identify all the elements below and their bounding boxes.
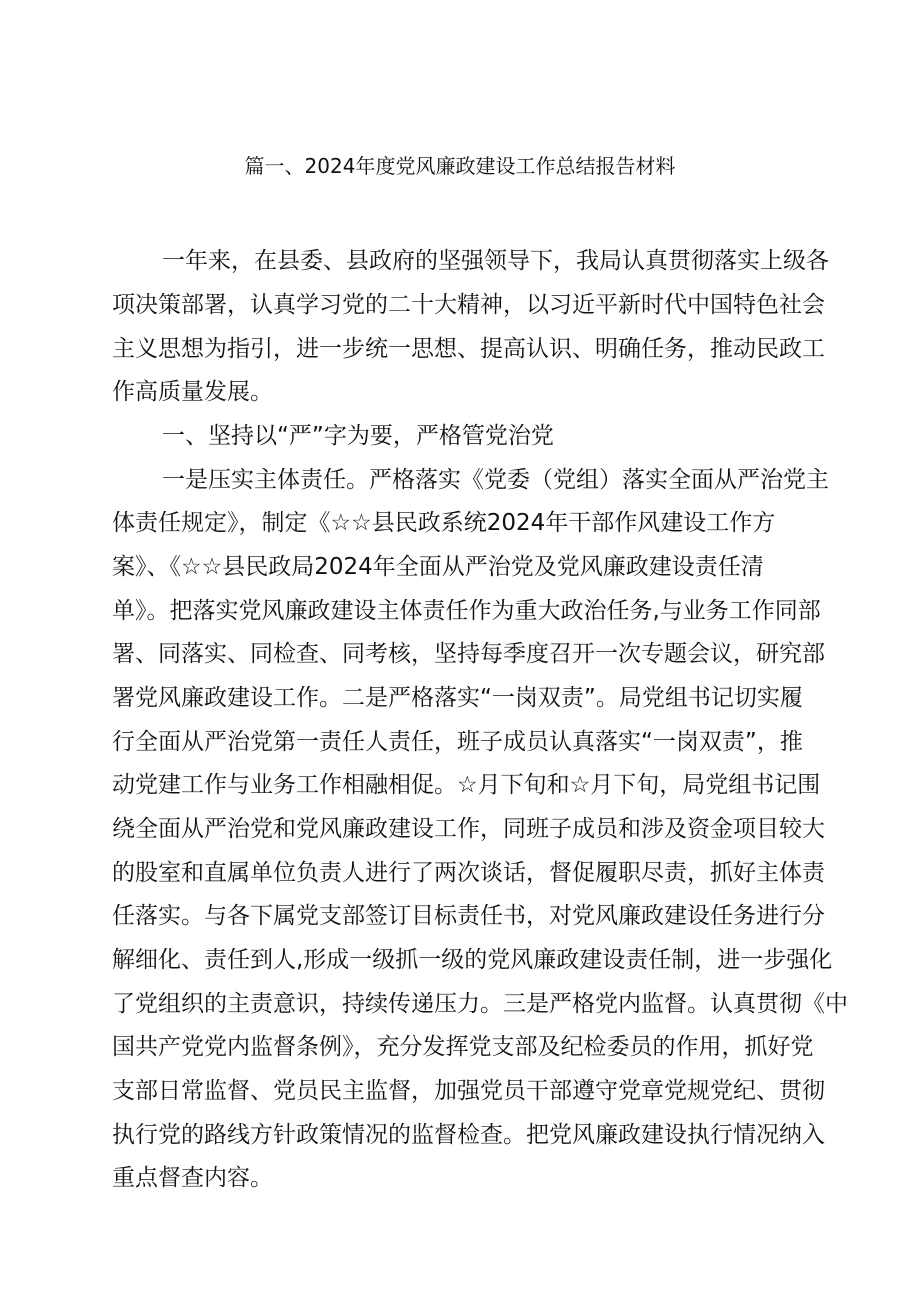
body-line: 一是压实主体责任。严格落实《党委（党组）落实全面从严治党主 (162, 467, 829, 493)
body-line: 署党风廉政建设工作。二是严格落实“一岗双责”。局党组书记切实履 (112, 685, 803, 711)
body-line: 主义思想为指引，进一步统一思想、提高认识、明确任务，推动民政工 (112, 336, 825, 362)
body-line: 国共产党党内监督条例》，充分发挥党支部及纪检委员的作用，抓好党 (112, 1034, 814, 1060)
body-line: 执行党的路线方针政策情况的监督检查。把党风廉政建设执行情况纳入 (112, 1122, 825, 1148)
body-line: 动党建工作与业务工作相融相促。☆月下旬和☆月下旬，局党组书记围 (112, 772, 821, 798)
body-line: 支部日常监督、党员民主监督，加强党员干部遵守党章党规党纪、贯彻 (112, 1078, 825, 1104)
body-line: 行全面从严治党第一责任人责任，班子成员认真落实“一岗双责”，推 (112, 729, 803, 755)
body-line: 任落实。与各下属党支部签订目标责任书，对党风廉政建设任务进行分 (112, 903, 825, 929)
body-line: 项决策部署，认真学习党的二十大精神，以习近平新时代中国特色社会 (112, 292, 825, 318)
body-line: 了党组织的主责意识，持续传递压力。三是严格党内监督。认真贯彻《中 (112, 991, 848, 1017)
body-line: 的股室和直属单位负责人进行了两次谈话，督促履职尽责，抓好主体责 (112, 860, 825, 886)
body-line: 体责任规定》，制定《☆☆县民政系统2024年干部作风建设工作方 (112, 510, 776, 536)
body-line: 绕全面从严治党和党风廉政建设工作，同班子成员和涉及资金项目较大 (112, 816, 825, 842)
body-line: 一年来，在县委、县政府的坚强领导下，我局认真贯彻落实上级各 (162, 248, 829, 274)
body-line: 解细化、责任到人,形成一级抓一级的党风廉政建设责任制，进一步强化 (112, 947, 833, 973)
body-line: 作高质量发展。 (112, 379, 273, 405)
section-heading: 一、坚持以“严”字为要，严格管党治党 (162, 423, 554, 449)
document-title: 篇一、2024年度党风廉政建设工作总结报告材料 (244, 154, 676, 178)
body-line: 重点督查内容。 (112, 1165, 273, 1191)
body-line: 案》、《☆☆县民政局2024年全面从严治党及党风廉政建设责任清 (112, 554, 764, 580)
body-line: 单》。把落实党风廉政建设主体责任作为重大政治任务,与业务工作同部 (112, 598, 821, 624)
body-line: 署、同落实、同检查、同考核，坚持每季度召开一次专题会议，研究部 (112, 641, 825, 667)
